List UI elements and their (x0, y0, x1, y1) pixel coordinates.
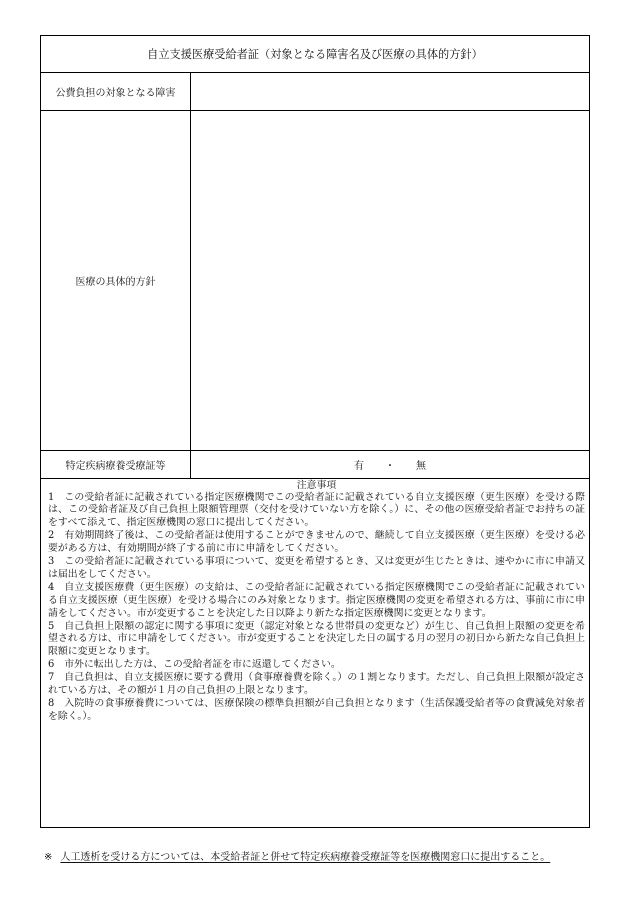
treatment-policy-label: 医療の具体的方針 (41, 111, 191, 450)
note-text: 入院時の食事療養費については、医療保険の標準負担額が自己負担となります（生活保護受給者等の食費減免対象者を除く。）。 (48, 698, 585, 722)
note-number: 2 (48, 530, 55, 542)
note-number: 7 (48, 672, 55, 684)
certificate-presence-cell (191, 451, 589, 478)
option-separator: ・ (385, 461, 395, 472)
special-disease-certificate-row (41, 451, 589, 479)
note-number: 1 (48, 491, 55, 503)
note-item (48, 530, 585, 556)
note-text: 自己負担上限額の認定に関する事項に変更（認定対象となる世帯員の変更など）が生じ、自己負担上限額の変更を希望される方は、市に申請をしてください。市が変更することを決定した日の属する月の翌月の初日から新たな自己負担上限額に変更となります。 (48, 620, 585, 658)
notes-heading: 注意事項 (296, 479, 337, 491)
note-text: この受給者証に記載されている指定医療機関でこの受給者証に記載されている自立支援医療（更生医療）を受ける際は、この受給者証及び自己負担上限額管理票（交付を受けていない方を除く。）に、その他の医療受給者証でお持ちの証をすべて添えて、指定医療機関の窓口に提出してください。 (48, 491, 585, 529)
special-disease-certificate-label: 特定疾病療養受療証等 (41, 451, 191, 478)
note-item (48, 492, 585, 531)
form-title: 自立支援医療受給者証（対象となる障害名及び医療の具体的方針） (41, 36, 589, 73)
footer-note-text: 人工透析を受ける方については、本受給者証と併せて特定疾病療養受療証等を医療機関窓口に提出すること。 (60, 852, 551, 863)
option-yes: 有 (354, 461, 364, 472)
note-item (48, 582, 585, 621)
notes-section (41, 479, 589, 827)
disability-value-cell (191, 73, 589, 110)
footer-note (44, 851, 550, 865)
note-item (48, 698, 585, 724)
treatment-policy-value-cell (191, 111, 589, 450)
note-text: 自立支援医療費（更生医療）の支給は、この受給者証に記載されている指定医療機関でこの受給者証に記載されている自立支援医療（更生医療）を受ける場合にのみ対象となります。指定医療機関の変更を希望される方は、事前に市に申請をしてください。市が変更することを決定した日以降より新たな指定医療機関に変更となります。 (48, 581, 585, 619)
note-number: 3 (48, 556, 55, 568)
note-item (48, 672, 585, 698)
note-item (48, 621, 585, 660)
disability-row (41, 73, 589, 111)
certificate-form (40, 35, 590, 828)
note-text: 有効期間終了後は、この受給者証は使用することができませんので、継続して自立支援医療（更生医療）を受ける必要がある方は、有効期間が終了する前に市に申請をしてください。 (48, 530, 585, 555)
note-number: 6 (48, 659, 55, 671)
note-text: 市外に転出した方は、この受給者証を市に返還してください。 (64, 659, 341, 671)
option-no: 無 (416, 461, 426, 472)
reference-mark: ※ (44, 852, 53, 863)
note-text: 自己負担は、自立支援医療に要する費用（食事療養費を除く。）の１割となります。ただし、自己負担上限額が設定されている方は、その額が１月の自己負担の上限となります。 (48, 672, 585, 697)
note-number: 4 (48, 581, 55, 593)
note-item (48, 556, 585, 582)
note-item (48, 659, 585, 672)
note-number: 8 (48, 698, 55, 709)
disability-label: 公費負担の対象となる障害 (41, 73, 191, 110)
note-text: この受給者証に記載されている事項について、変更を希望するとき、又は変更が生じたときは、速やかに市に申請又は届出をしてください。 (48, 556, 585, 580)
treatment-policy-row (41, 111, 589, 451)
note-number: 5 (48, 620, 55, 632)
